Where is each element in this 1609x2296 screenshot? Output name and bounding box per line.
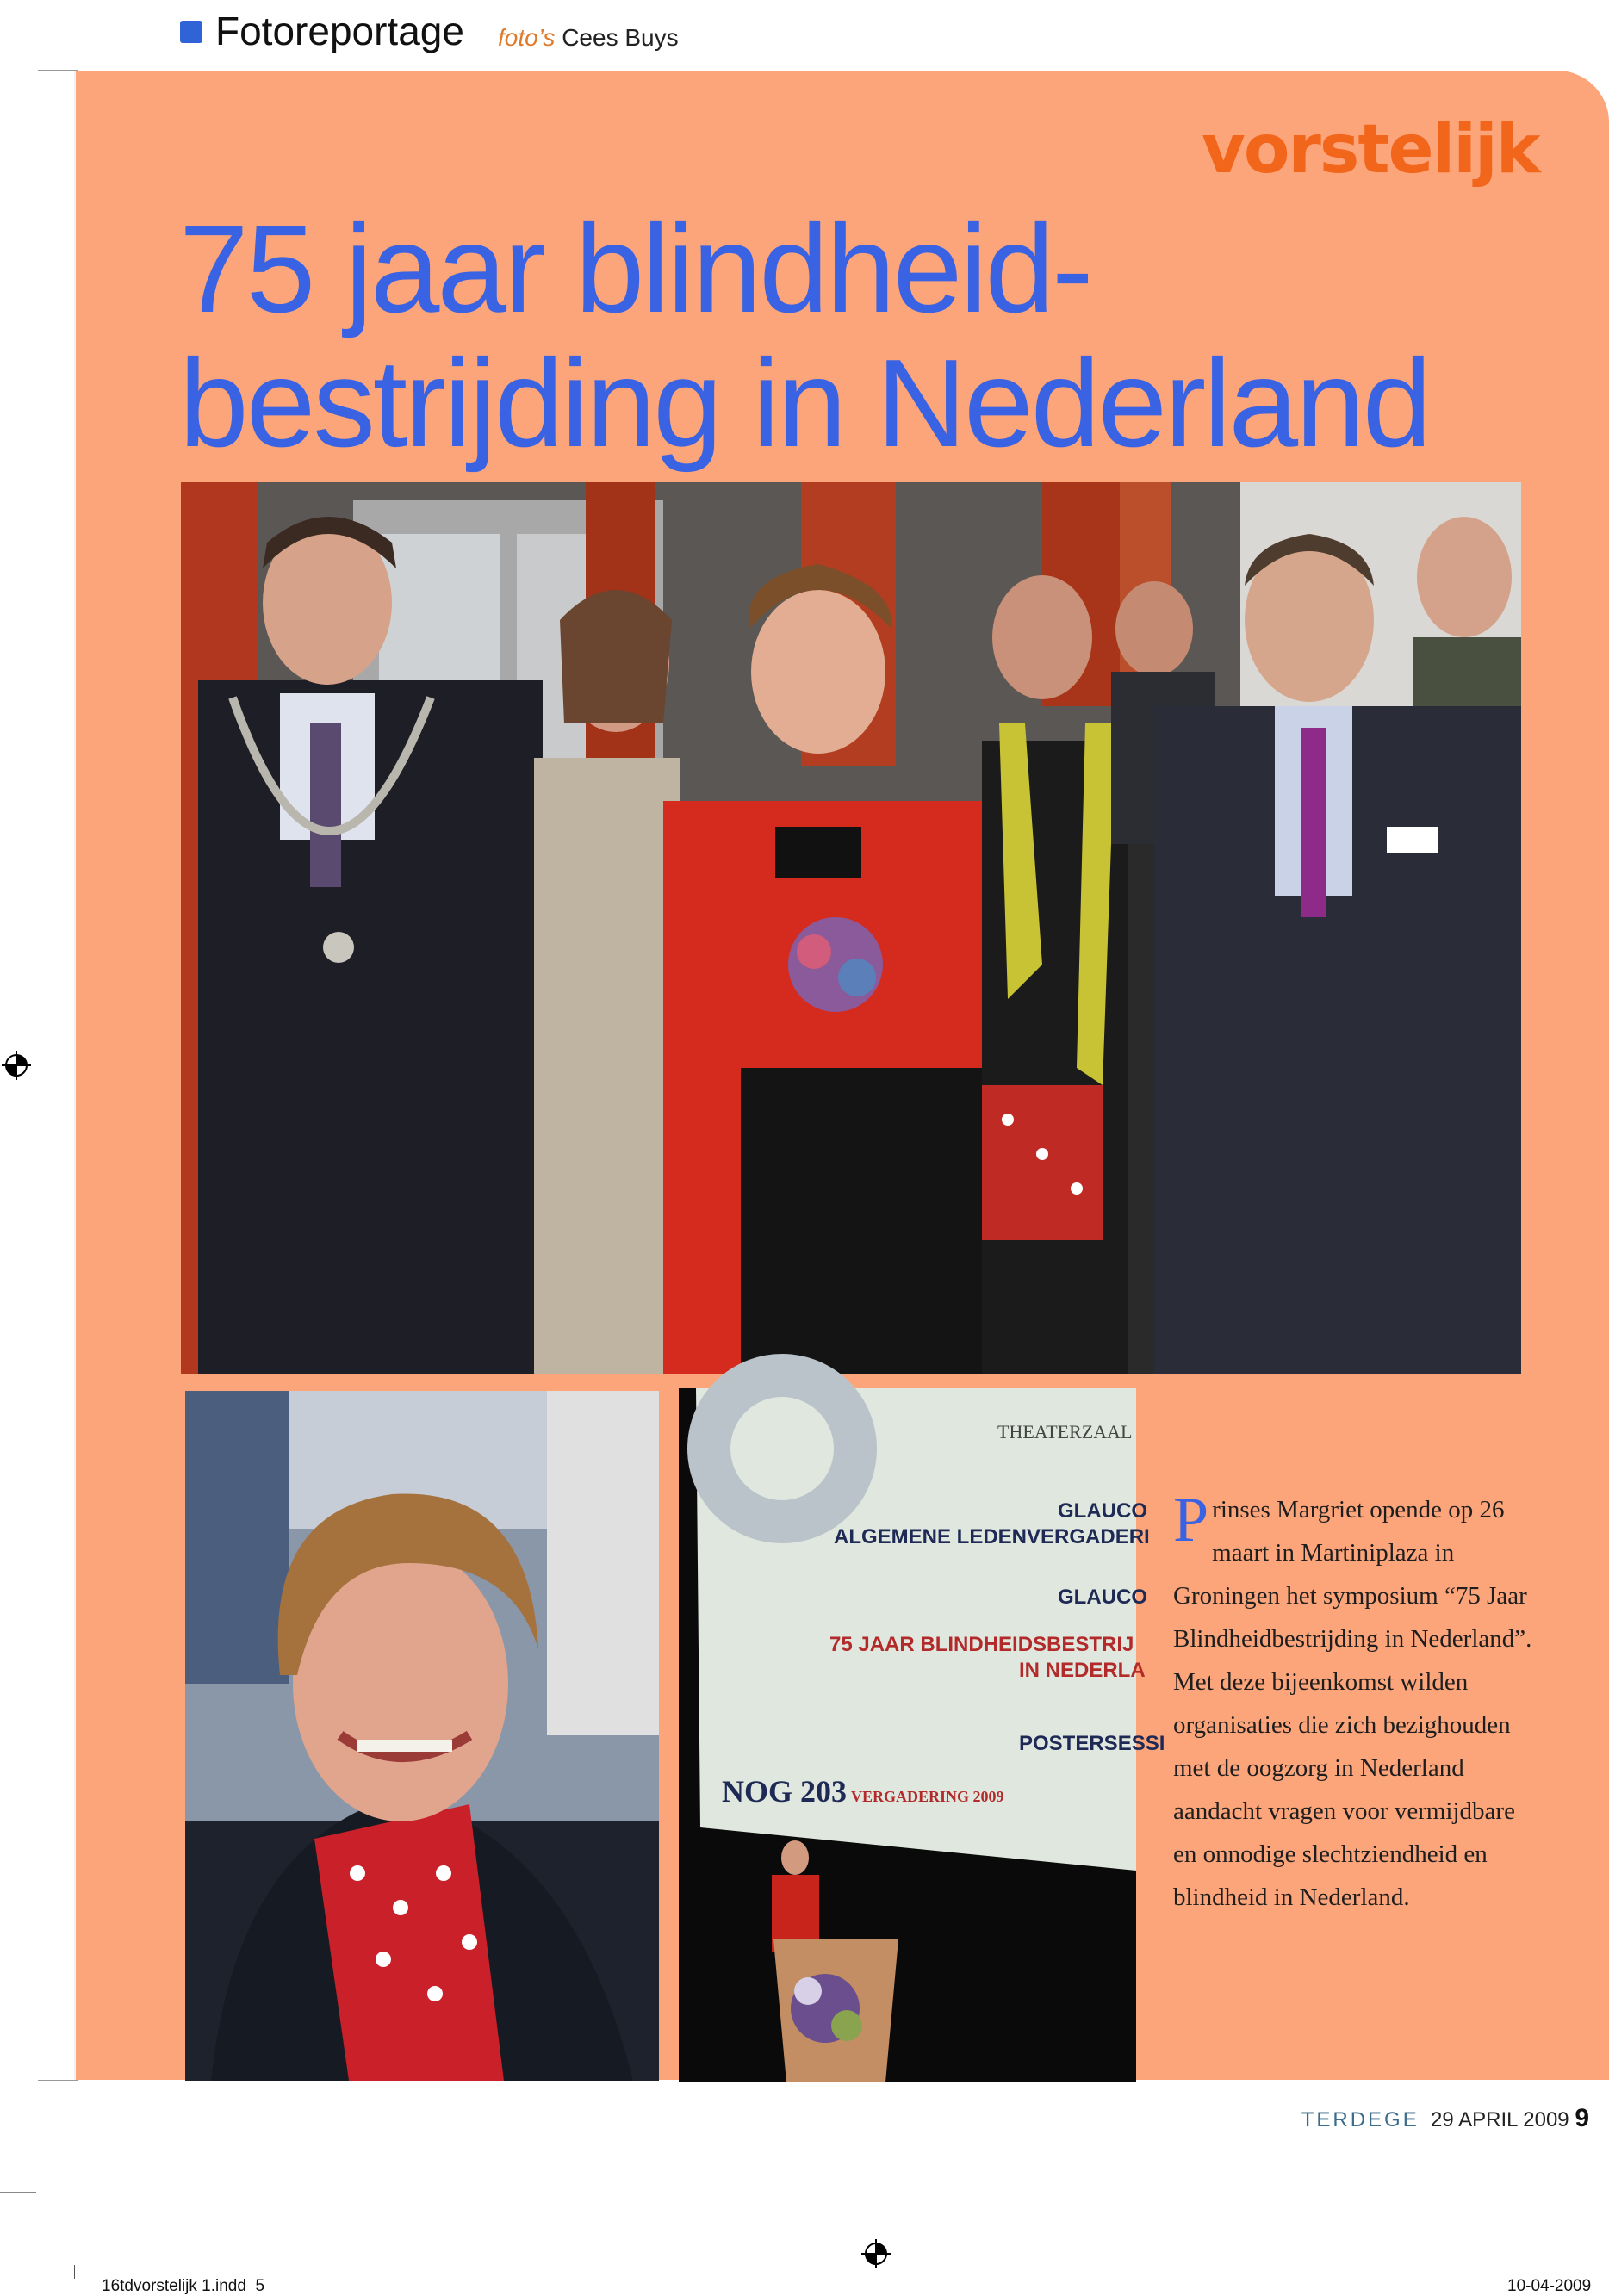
crop-rule-bottom <box>38 2080 78 2081</box>
screen-text-5: 75 JAAR BLINDHEIDSBESTRIJ <box>829 1633 1134 1656</box>
footer-magazine: TERDEGE <box>1301 2108 1420 2132</box>
screen-text-4: GLAUCO <box>1058 1585 1147 1609</box>
slug-file <box>102 2277 264 2296</box>
crop-rule-top <box>38 70 78 71</box>
photo-credit <box>498 21 679 55</box>
screen-text-2: GLAUCO <box>1058 1499 1147 1523</box>
screen-text-6: IN NEDERLA <box>1019 1659 1146 1682</box>
crop-rule-slug <box>0 2192 36 2193</box>
footer-date-year: 2009 <box>1523 2108 1569 2132</box>
photo-credit-name: Cees Buys <box>562 24 679 51</box>
section-marker-square <box>180 21 202 43</box>
photo-credit-label: foto’s <box>498 24 556 51</box>
footer-date-day: 29 <box>1431 2108 1454 2132</box>
slug-file-name: 16tdvorstelijk 1.indd <box>102 2277 246 2295</box>
article-headline <box>179 199 1471 473</box>
article-body-text: rinses Margriet opende op 26 maart in Martiniplaza in Groningen het symposium “75 Jaar Blindheidbestrijding in Nederland”. Met deze bijeenkomst wilden organisaties die zich bezighouden met de oogzorg in Nederland aandacht vragen voor vermijdbare en onnodige slechtziendheid en blindheid in Nederland. <box>1173 1496 1532 1911</box>
screen-text-8: NOG 203 <box>722 1774 848 1809</box>
slug-page: 5 <box>255 2277 265 2295</box>
slug-divider <box>74 2265 75 2279</box>
portrait-photo <box>185 1391 659 2081</box>
headline-line-1: 75 jaar blindheid- <box>179 199 1091 338</box>
screen-text-9: VERGADERING 2009 <box>851 1788 1004 1805</box>
registration-mark-icon <box>2 1051 31 1080</box>
stage-photo <box>679 1388 1165 2082</box>
footer-date-month: APRIL <box>1458 2108 1518 2132</box>
headline-line-2: bestrijding in Nederland <box>179 333 1430 473</box>
screen-text-3: ALGEMENE LEDENVERGADERI <box>834 1525 1150 1548</box>
section-label: vorstelijk <box>1202 111 1539 189</box>
section-title: Fotoreportage <box>215 9 464 53</box>
drop-cap: P <box>1173 1485 1209 1555</box>
page-footer <box>1301 2101 1589 2138</box>
article-body <box>1173 1485 1535 1919</box>
page-number: 9 <box>1575 2104 1589 2132</box>
registration-mark-icon <box>861 2239 891 2268</box>
screen-text-7: POSTERSESSI <box>1019 1732 1165 1755</box>
group-photo <box>181 482 1521 1374</box>
slug-date: 10-04-2009 <box>1507 2277 1592 2295</box>
screen-text-1: THEATERZAAL <box>997 1421 1133 1443</box>
